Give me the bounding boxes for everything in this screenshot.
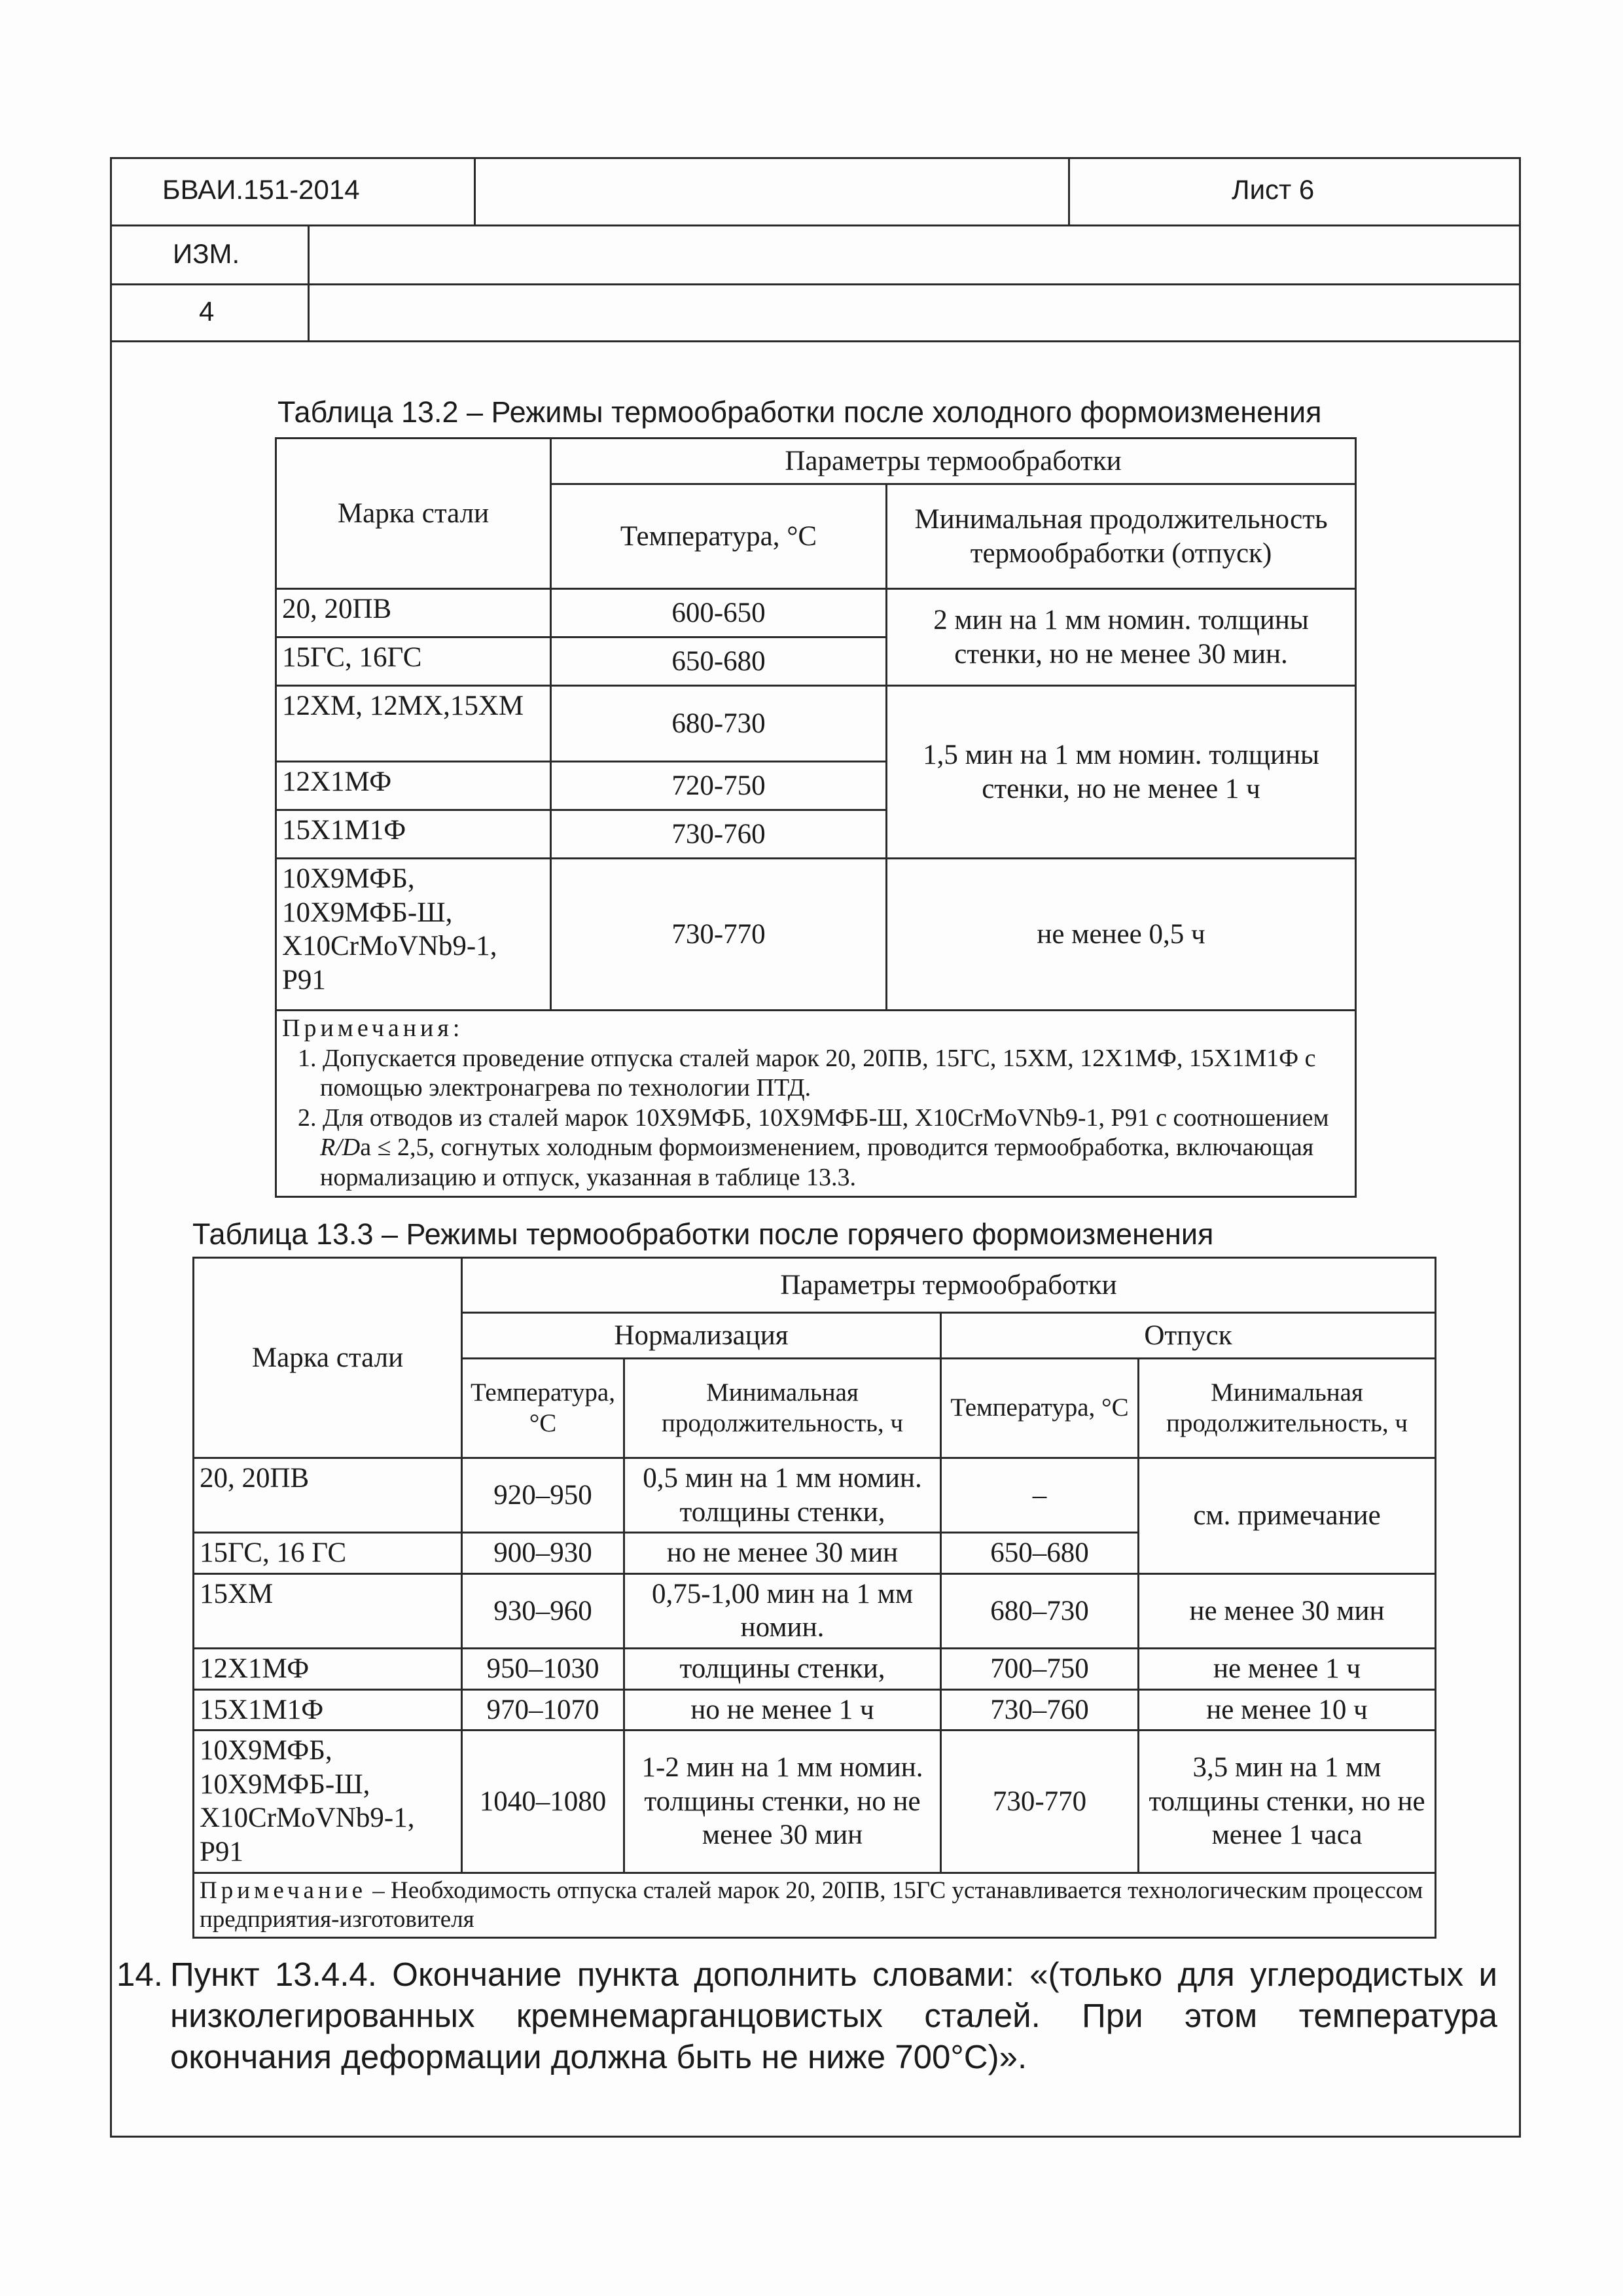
table-cell: 680-730 <box>551 686 887 762</box>
table-cell: 730-760 <box>551 810 887 859</box>
table-cell: 1-2 мин на 1 мм номин. толщины стенки, но не менее 30 мин <box>624 1731 941 1873</box>
table-cell: 15Х1М1Ф <box>276 810 551 859</box>
table-cell: 930–960 <box>462 1573 624 1648</box>
table-cell: но не менее 30 мин <box>624 1533 941 1574</box>
sheet-number: Лист 6 <box>1232 174 1315 205</box>
table-cell: не менее 1 ч <box>1139 1648 1436 1689</box>
col-duration-header: Минимальная продолжительность, ч <box>624 1359 941 1458</box>
table-13-3-note <box>194 1873 1436 1938</box>
table-cell: 900–930 <box>462 1533 624 1574</box>
table-cell: 15ХМ <box>194 1573 462 1648</box>
col-params-header: Параметры термообработки <box>551 439 1356 484</box>
table-cell: не менее 0,5 ч <box>887 859 1356 1011</box>
col-duration-header: Минимальная продолжительность термообработки (отпуск) <box>887 484 1356 589</box>
document-code: БВАИ.151-2014 <box>162 174 360 205</box>
table-cell: 10Х9МФБ, 10Х9МФБ-Ш, X10CrMoVNb9-1, Р91 <box>194 1731 462 1873</box>
table-cell: 730-770 <box>941 1731 1139 1873</box>
item-14 <box>116 1954 1497 2078</box>
col-temp-header: Температура, °С <box>462 1359 624 1458</box>
table-cell: 1,5 мин на 1 мм номин. толщины стенки, но не менее 1 ч <box>887 686 1356 859</box>
table-13-3 <box>192 1257 1436 1939</box>
table-cell: 12Х1МФ <box>194 1648 462 1689</box>
table-cell: не менее 30 мин <box>1139 1573 1436 1648</box>
change-label: ИЗМ. <box>173 238 240 269</box>
table-cell: не менее 10 ч <box>1139 1689 1436 1731</box>
table-cell: 15ГС, 16 ГС <box>194 1533 462 1574</box>
col-params-header: Параметры термообработки <box>462 1258 1436 1313</box>
table-cell: 2 мин на 1 мм номин. толщины стенки, но не менее 30 мин. <box>887 589 1356 686</box>
col-duration-header: Минимальная продолжительность, ч <box>1139 1359 1436 1458</box>
table-cell: толщины стенки, <box>624 1648 941 1689</box>
col-temp-header: Температура, °С <box>941 1359 1139 1458</box>
table-cell: 700–750 <box>941 1648 1139 1689</box>
table-cell: 3,5 мин на 1 мм толщины стенки, но не менее 1 часа <box>1139 1731 1436 1873</box>
table-13-2-caption: Таблица 13.2 – Режимы термообработки после холодного формоизменения <box>277 395 1322 429</box>
table-13-3-caption: Таблица 13.3 – Режимы термообработки после горячего формоизменения <box>192 1217 1214 1251</box>
note-1: 1. Допускается проведение отпуска сталей марок 20, 20ПВ, 15ГС, 15ХМ, 12Х1МФ, 15Х1М1Ф с помощью электронагрева по технологии ПТД. <box>298 1044 1316 1102</box>
table-cell: 950–1030 <box>462 1648 624 1689</box>
note-2: 2. Для отводов из сталей марок 10Х9МФБ, 10Х9МФБ-Ш, X10CrMoVNb9-1, Р91 с соотношением R/Da ≤ 2,5, согнутых холодным формоизменением, проводится термообработка, включающая нормализацию и отпуск, указанная в таблице 13.3. <box>298 1103 1329 1191</box>
col-temp-header: Температура, °С <box>551 484 887 589</box>
col-tempering-header: Отпуск <box>941 1313 1436 1359</box>
table-cell: 920–950 <box>462 1458 624 1533</box>
table-cell: 730–760 <box>941 1689 1139 1731</box>
table-cell: 15ГС, 16ГС <box>276 637 551 686</box>
table-cell: 650-680 <box>551 637 887 686</box>
table-cell: 12ХМ, 12МХ,15ХМ <box>276 686 551 762</box>
table-cell: но не менее 1 ч <box>624 1689 941 1731</box>
table-cell: 10Х9МФБ, 10Х9МФБ-Ш, X10CrMoVNb9-1, Р91 <box>276 859 551 1011</box>
notes-title: Примечания: <box>282 1014 464 1042</box>
table-cell: 15Х1М1Ф <box>194 1689 462 1731</box>
table-cell: 720-750 <box>551 762 887 810</box>
table-cell: 0,75-1,00 мин на 1 мм номин. <box>624 1573 941 1648</box>
col-normalization-header: Нормализация <box>462 1313 941 1359</box>
table-cell: 0,5 мин на 1 мм номин. толщины стенки, <box>624 1458 941 1533</box>
table-cell: 12Х1МФ <box>276 762 551 810</box>
note-text: – Необходимость отпуска сталей марок 20, 20ПВ, 15ГС устанавливается технологическим процессом предприятия-изготовителя <box>200 1876 1423 1933</box>
table-cell: 730-770 <box>551 859 887 1011</box>
change-number: 4 <box>199 296 215 327</box>
table-cell: – <box>941 1458 1139 1533</box>
col-grade-header: Марка стали <box>194 1258 462 1458</box>
table-cell: 600-650 <box>551 589 887 637</box>
table-cell: 680–730 <box>941 1573 1139 1648</box>
table-cell: см. примечание <box>1139 1458 1436 1574</box>
item-number: 14. <box>116 1956 163 1993</box>
table-cell: 20, 20ПВ <box>276 589 551 637</box>
table-cell: 1040–1080 <box>462 1731 624 1873</box>
table-cell: 650–680 <box>941 1533 1139 1574</box>
item-text: Пункт 13.4.4. Окончание пункта дополнить словами: «(только для углеродистых и низколегированных кремнемарганцовистых сталей. При этом температура окончания деформации должна быть не ниже 700°С)». <box>170 1956 1497 2076</box>
table-cell: 970–1070 <box>462 1689 624 1731</box>
table-13-2 <box>275 437 1357 1198</box>
table-cell: 20, 20ПВ <box>194 1458 462 1533</box>
col-grade-header: Марка стали <box>276 439 551 589</box>
note-title: Примечание <box>200 1876 366 1904</box>
table-13-2-notes <box>276 1011 1356 1197</box>
